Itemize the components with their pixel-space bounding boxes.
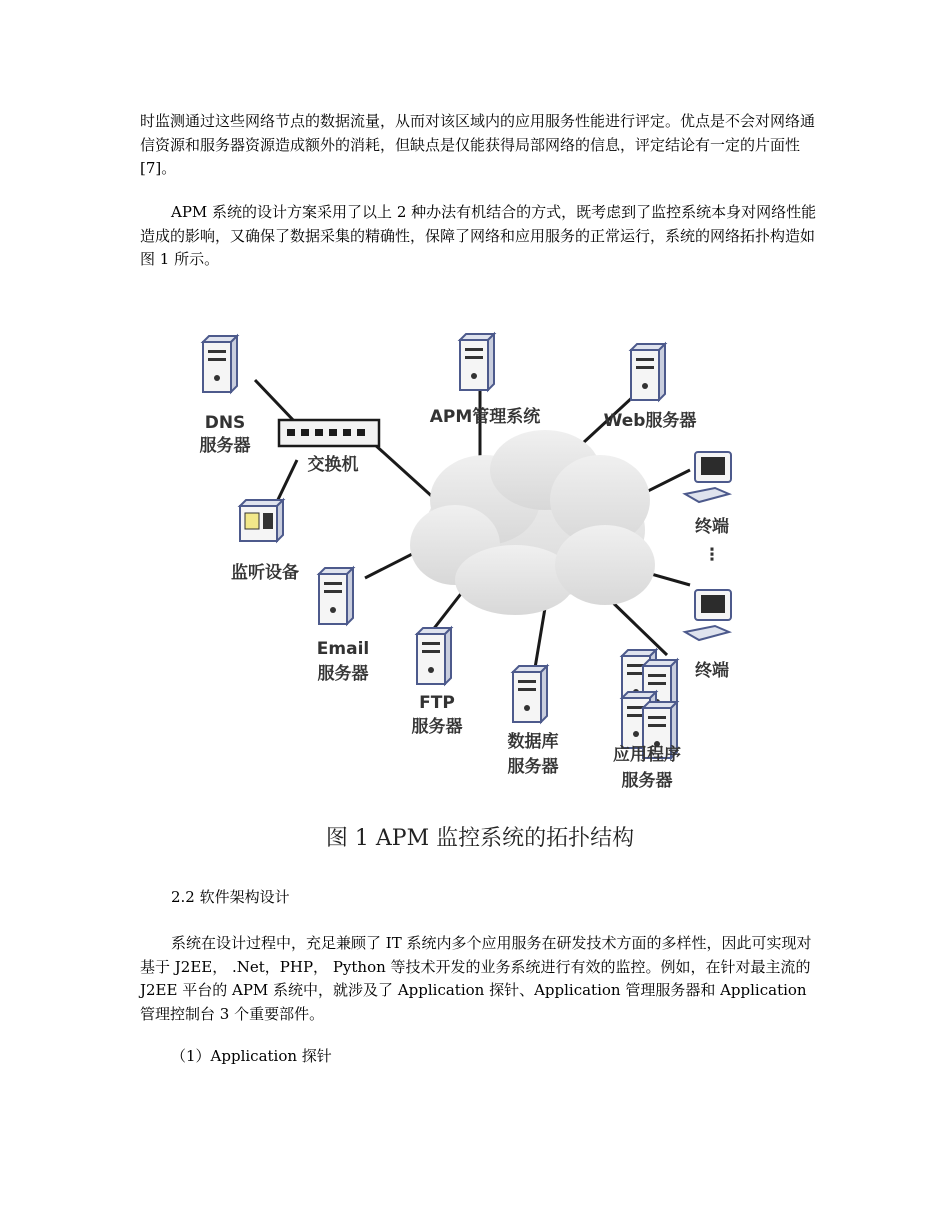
- figure-caption: 图 1 APM 监控系统的拓扑结构: [325, 826, 635, 851]
- dns-label: DNS: [204, 413, 246, 433]
- subheading: （1）Application 探针: [171, 1047, 332, 1065]
- network-topology-figure: [185, 310, 765, 870]
- paragraph-2: APM 系统的设计方案采用了以上 2 种办法有机结合的方式，既考虑到了监控系统本身对网络性能造成的影响，又确保了数据采集的精确性，保障了网络和应用服务的正常运行，系统的网络拓扑构造如图 1 所示。: [140, 203, 817, 268]
- app-label-2: 服务器: [621, 771, 673, 791]
- apm-server-icon: [460, 334, 494, 390]
- app-label: 应用程序: [613, 745, 681, 765]
- paragraph-3: 系统在设计过程中，充足兼顾了 IT 系统内多个应用服务在研发技术方面的多样性，因此可实现对基于 J2EE， .Net，PHP， Python 等技术开发的业务系统进行有效的监控。例如，在针对最主流的 J2EE 平台的 APM 系统中，就涉及了 Application 探针、Application 管理服务器和 Application 管理控制台 3 个重要部件。: [140, 934, 812, 1023]
- apm-label: APM管理系统: [429, 407, 541, 427]
- ftp-label: FTP: [419, 693, 455, 713]
- terminal-label-1: 终端: [695, 517, 729, 537]
- monitoring-device-icon: [240, 500, 283, 541]
- paragraph-1: 时监测通过这些网络节点的数据流量，从而对该区域内的应用服务性能进行评定。优点是不会对网络通信资源和服务器资源造成额外的消耗，但缺点是仅能获得局部网络的信息，评定结论有一定的片面性[7]。: [140, 112, 816, 177]
- section-heading: 2.2 软件架构设计: [171, 888, 290, 906]
- ellipsis-label: ⋮: [703, 545, 721, 565]
- db-label-2: 服务器: [507, 757, 559, 777]
- web-server-icon: [631, 344, 665, 400]
- network-cloud: [410, 430, 655, 615]
- db-label: 数据库: [507, 732, 559, 752]
- switch-device: [279, 420, 379, 446]
- dns-label-2: 服务器: [199, 436, 251, 456]
- app-server-cluster-icon: [622, 650, 677, 758]
- monitor-label: 监听设备: [231, 563, 299, 583]
- email-server-icon: [319, 568, 353, 624]
- database-server-icon: [513, 666, 547, 722]
- ftp-server-icon: [417, 628, 451, 684]
- email-label-2: 服务器: [317, 664, 369, 684]
- terminal-icon: [685, 590, 731, 640]
- web-label: Web服务器: [603, 411, 697, 431]
- email-label: Email: [316, 639, 370, 659]
- dns-server-icon: [203, 336, 237, 392]
- terminal-label-2: 终端: [695, 661, 729, 681]
- ftp-label-2: 服务器: [411, 717, 463, 737]
- terminal-icon: [685, 452, 731, 502]
- switch-label: 交换机: [307, 455, 359, 475]
